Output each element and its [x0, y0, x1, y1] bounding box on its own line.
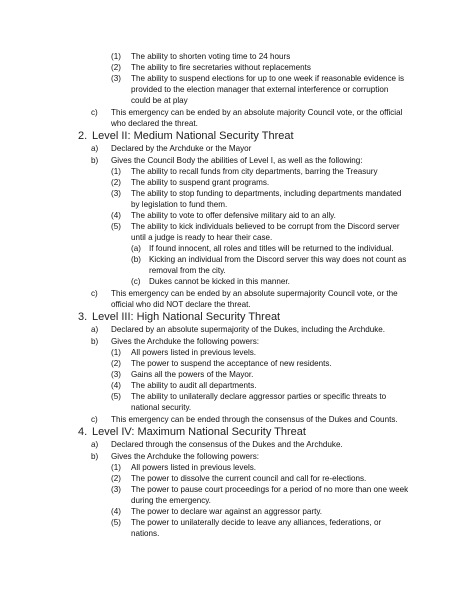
list-item: (3) Gains all the powers of the Mayor. — [111, 370, 254, 379]
list-item: (4) The power to declare war against an aggressor party. — [111, 507, 323, 516]
list-item-continuation: official who did NOT declare the threat. — [111, 300, 251, 309]
list-item: a) Declared through the consensus of the Dukes and the Archduke. — [91, 440, 343, 449]
list-item-continuation: by legislation to fund them. — [131, 200, 228, 209]
list-item: b) Gives the Council Body the abilities of Level I, as well as the following: — [91, 156, 363, 165]
list-item-continuation: could be at play — [131, 96, 188, 105]
list-item: c) This emergency can be ended by an absolute majority Council vote, or the official — [91, 108, 403, 117]
list-item: a) Declared by the Archduke or the Mayor — [91, 144, 252, 153]
list-item: (3) The ability to suspend elections for up to one week if reasonable evidence is — [111, 74, 405, 83]
list-item-continuation: national security. — [131, 403, 192, 412]
list-item: (1) All powers listed in previous levels. — [111, 348, 257, 357]
list-item: (5) The ability to kick individuals believed to be corrupt from the Discord server — [111, 222, 400, 231]
list-item-continuation: removal from the city. — [149, 266, 226, 275]
list-item: (1) The ability to recall funds from city departments, barring the Treasury — [111, 167, 378, 176]
list-item: c) This emergency can be ended by an absolute supermajority Council vote, or the — [91, 289, 398, 298]
list-item: (c) Dukes cannot be kicked in this manner. — [131, 277, 290, 286]
list-item: (3) The power to pause court proceedings for a period of no more than one week — [111, 485, 409, 494]
list-item-continuation: nations. — [131, 529, 160, 538]
list-item: (5) The ability to unilaterally declare aggressor parties or specific threats to — [111, 392, 387, 401]
list-item: (2) The power to dissolve the current council and call for re-elections. — [111, 474, 367, 483]
section-heading-level-3: 3. Level III: High National Security Threat — [78, 311, 281, 323]
list-item: (b) Kicking an individual from the Discord server this way does not count as — [131, 255, 407, 264]
list-item: b) Gives the Archduke the following powers: — [91, 452, 260, 461]
list-item-continuation: during the emergency. — [131, 496, 211, 505]
list-item: (4) The ability to vote to offer defensive military aid to an ally. — [111, 211, 336, 220]
list-item: (1) All powers listed in previous levels. — [111, 463, 257, 472]
list-item: (5) The power to unilaterally decide to leave any alliances, federations, or — [111, 518, 382, 527]
list-item: (a) If found innocent, all roles and titles will be returned to the individual. — [131, 244, 394, 253]
list-item: a) Declared by an absolute supermajority of the Dukes, including the Archduke. — [91, 325, 385, 334]
list-item: b) Gives the Archduke the following powers: — [91, 337, 260, 346]
section-heading-level-4: 4. Level IV: Maximum National Security Threat — [78, 426, 306, 438]
list-item: (3) The ability to stop funding to departments, including departments mandated — [111, 189, 402, 198]
list-item-continuation: until a judge is ready to hear their case. — [131, 233, 273, 242]
list-item: (4) The ability to audit all departments. — [111, 381, 257, 390]
list-item-continuation: who declared the threat. — [111, 119, 198, 128]
list-item: c) This emergency can be ended through the consensus of the Dukes and Counts. — [91, 415, 398, 424]
list-item-continuation: provided to the election manager that external interference or corruption — [131, 85, 389, 94]
list-item: (1) The ability to shorten voting time to 24 hours — [111, 52, 291, 61]
list-item: (2) The ability to suspend grant programs. — [111, 178, 270, 187]
list-item: (2) The ability to fire secretaries without replacements — [111, 63, 311, 72]
list-item: (2) The power to suspend the acceptance of new residents. — [111, 359, 332, 368]
section-heading-level-2: 2. Level II: Medium National Security Threat — [78, 130, 294, 142]
